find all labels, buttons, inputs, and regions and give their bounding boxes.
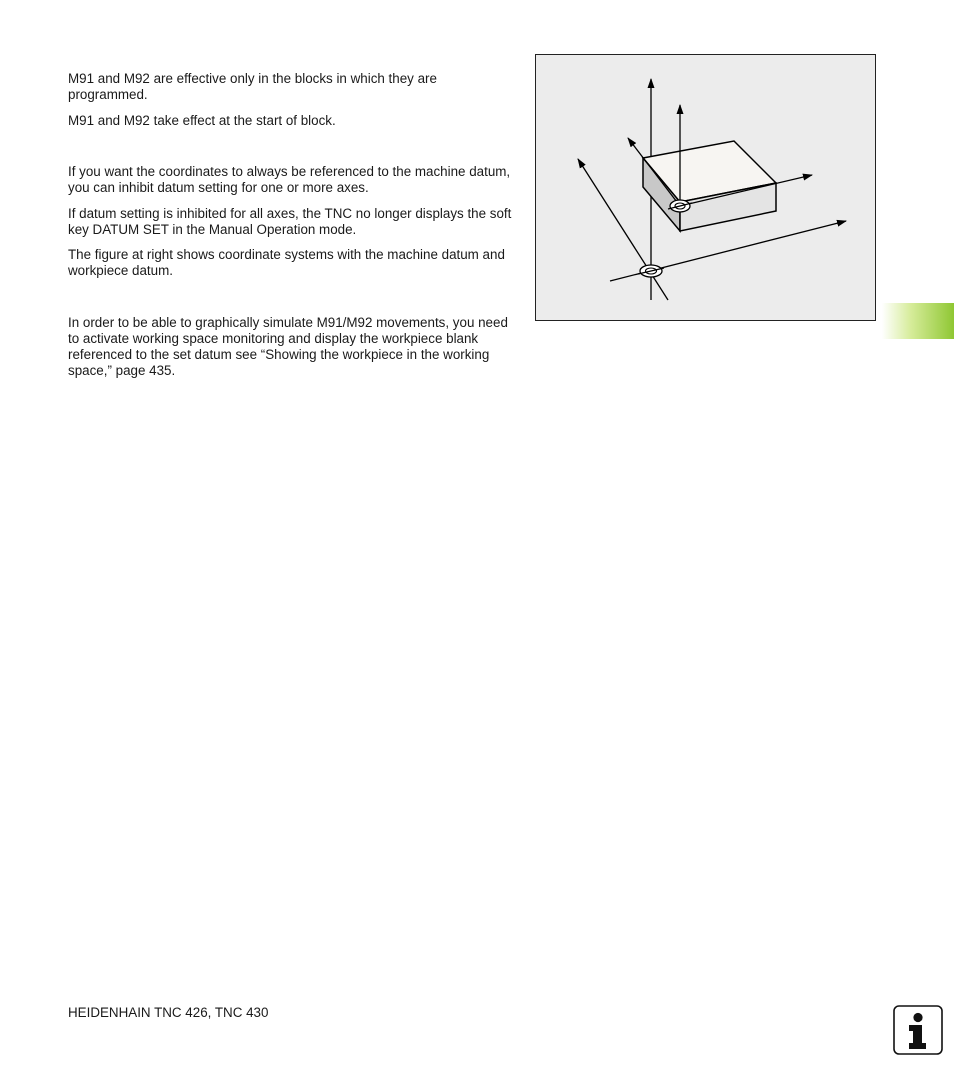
paragraph-graphic-simulation: In order to be able to graphically simulate M91/M92 movements, you need to activate working space monitoring and display the workpiece blank referenced to the set datum see “Showing the workpiece in the working space,” page 435. [68,315,508,378]
info-icon [893,1005,943,1055]
paragraph-effective-blocks: M91 and M92 are effective only in the blocks in which they are programmed. [68,71,437,102]
chapter-thumb-tab [882,303,954,339]
paragraph-effect-start: M91 and M92 take effect at the start of block. [68,113,336,128]
workpiece-block [643,141,776,231]
coordinate-systems-drawing [536,55,875,320]
paragraph-inhibit-datum: If you want the coordinates to always be referenced to the machine datum, you can inhibit datum setting for one or more axes. [68,164,511,195]
paragraph-figure-reference: The figure at right shows coordinate systems with the machine datum and workpiece datum. [68,247,505,278]
paragraph-datum-set-softkey: If datum setting is inhibited for all axes, the TNC no longer displays the soft key DATUM SET in the Manual Operation mode. [68,206,512,237]
coordinate-systems-figure [535,54,876,321]
machine-datum-symbol-icon [638,265,664,277]
footer-manual-title: HEIDENHAIN TNC 426, TNC 430 [68,1005,269,1020]
